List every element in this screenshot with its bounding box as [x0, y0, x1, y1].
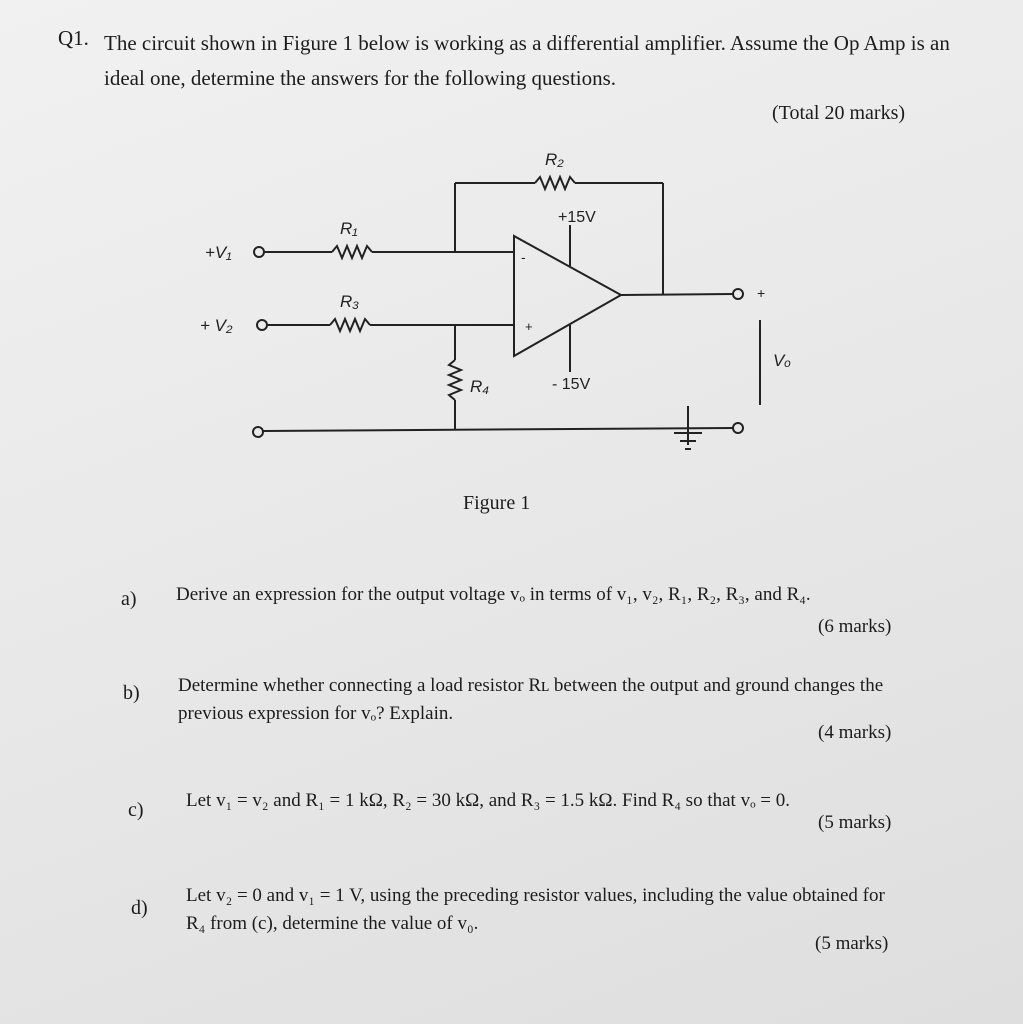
- part-b-label: b): [123, 682, 140, 704]
- r2-resistor: [535, 177, 575, 189]
- v1-terminal: [254, 247, 264, 257]
- ground-right-terminal: [733, 423, 743, 433]
- v2-terminal: [257, 320, 267, 330]
- r3-resistor: [330, 319, 370, 331]
- part-b-text: Determine whether connecting a load resistor Rʟ between the output and ground changes the previous expression for vₒ? Explain.: [178, 675, 884, 724]
- inverting-input-sign: -: [521, 249, 526, 265]
- op-amp: [514, 236, 621, 356]
- part-c-marks: (5 marks): [818, 812, 892, 833]
- figure-caption: Figure 1: [463, 492, 531, 514]
- part-d-text: Let v₂ = 0 and v₁ = 1 V, using the preceding resistor values, including the value obtained for R₄ from (c), determine the value of v₀.: [186, 885, 885, 934]
- part-d-marks: (5 marks): [815, 933, 889, 954]
- ground-left-terminal: [253, 427, 263, 437]
- part-a-label: a): [121, 588, 137, 610]
- total-marks: (Total 20 marks): [772, 102, 906, 124]
- r4-label: R₄: [470, 377, 490, 396]
- part-a-text: Derive an expression for the output voltage vₒ in terms of v₁, v₂, R₁, R₂, R₃, and R₄.: [176, 584, 811, 605]
- r1-label: R₁: [340, 219, 358, 238]
- output-plus-sign: +: [757, 285, 766, 301]
- r4-resistor: [449, 360, 461, 400]
- circuit-diagram: [0, 0, 1023, 480]
- vminus-label: - 15V: [552, 376, 591, 393]
- vplus-label: +15V: [558, 209, 596, 226]
- noninverting-input-sign: +: [525, 319, 533, 334]
- question-text: The circuit shown in Figure 1 below is working as a differential amplifier. Assume the Op Amp is an ideal one, determine the answers for the following questions.: [104, 31, 950, 90]
- part-c-label: c): [128, 799, 144, 821]
- vo-label: Vₒ: [773, 351, 792, 370]
- part-a-marks: (6 marks): [818, 616, 892, 637]
- part-c-text: Let v₁ = v₂ and R₁ = 1 kΩ, R₂ = 30 kΩ, and R₃ = 1.5 kΩ. Find R₄ so that vₒ = 0.: [186, 790, 791, 811]
- v2-label: + V₂: [200, 316, 233, 335]
- v1-label: +V₁: [205, 243, 232, 262]
- r1-resistor: [332, 246, 372, 258]
- r2-label: R₂: [545, 150, 564, 169]
- r3-label: R₃: [340, 292, 360, 311]
- part-d-label: d): [131, 897, 148, 919]
- question-number: Q1.: [58, 26, 89, 50]
- output-terminal: [733, 289, 743, 299]
- part-b-marks: (4 marks): [818, 722, 892, 743]
